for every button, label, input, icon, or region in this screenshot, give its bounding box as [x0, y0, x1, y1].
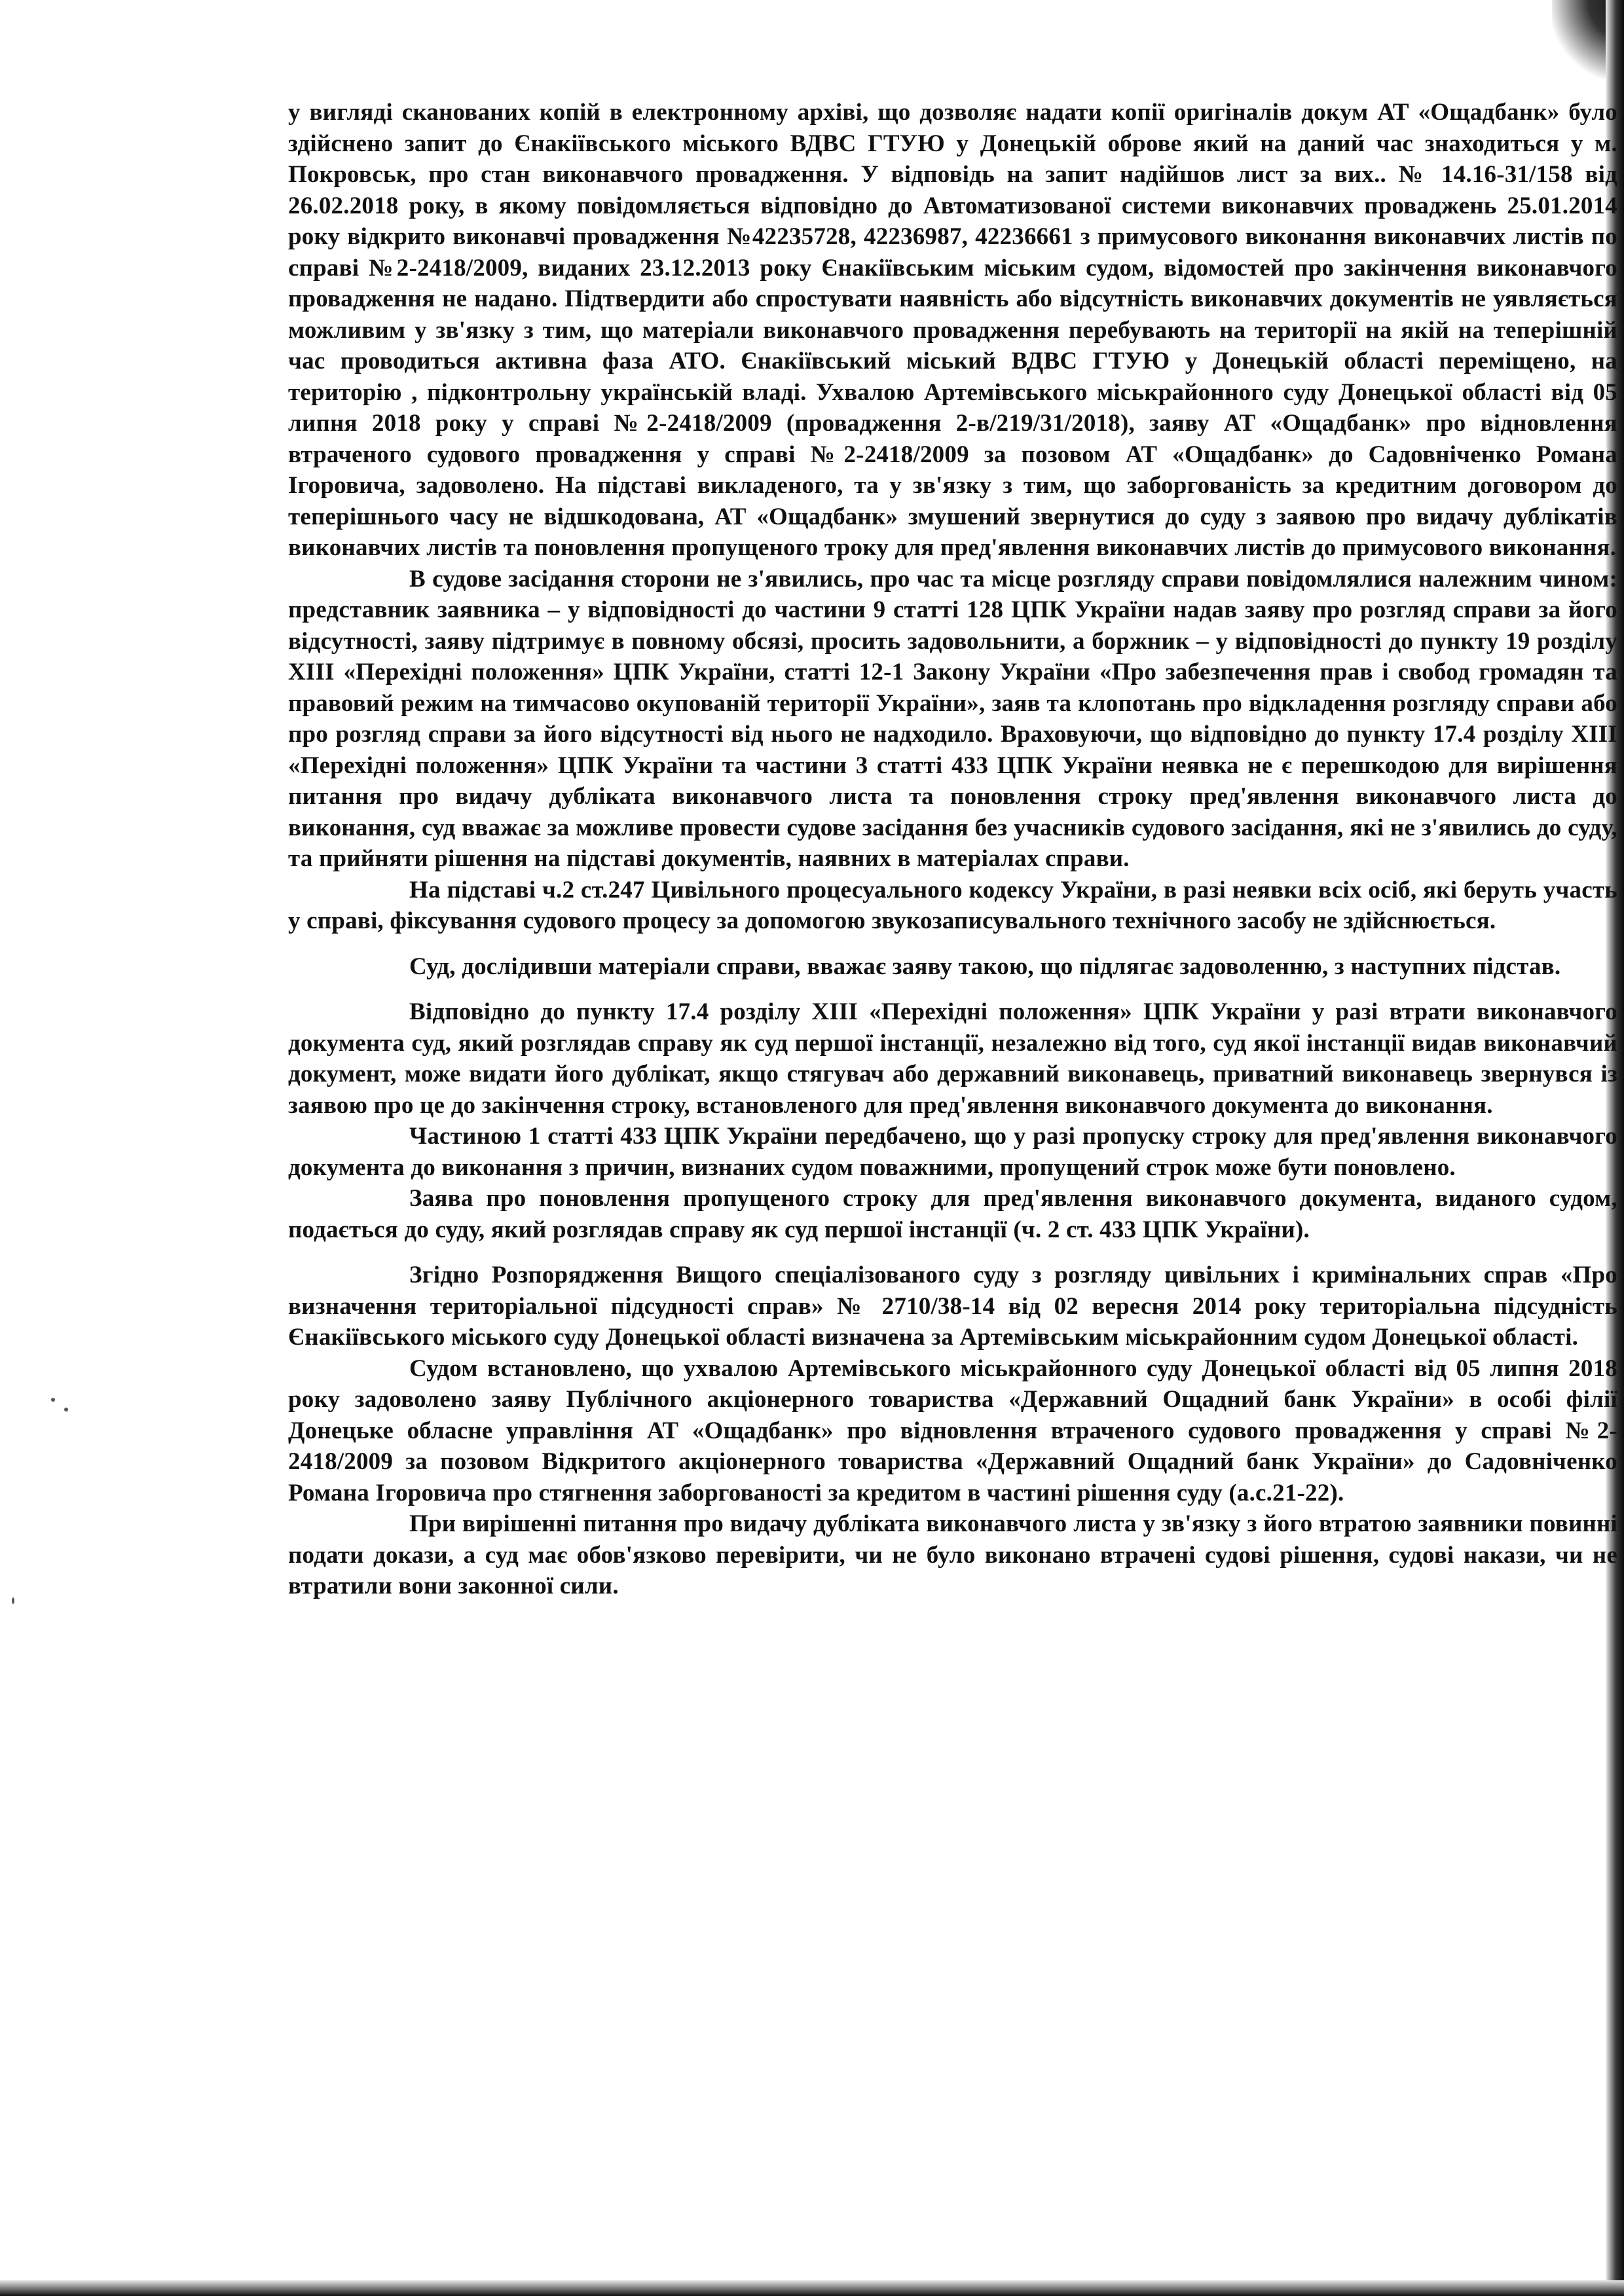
document-paragraph: у вигляді сканованих копій в електронному архіві, що дозволяє надати копії оригіналів докум АТ «Ощадбанк» було здійснено запит до Єнакіївського міського ВДВС ГТУЮ у Донецькій оброве який на даний час знаходиться у м. Покровськ, про стан виконавчого провадження. У відповідь на запит надійшов лист за вих.. № 14.16-31/158 від 26.02.2018 року, в якому повідомляється відповідно до Автоматизованої системи виконавчих проваджень 25.01.2014 року відкрито виконавчі провадження №42235728, 42236987, 42236661 з примусового виконання виконавчих листів по справі №2-2418/2009, виданих 23.12.2013 року Єнакіївським міським судом, відомостей про закінчення виконавчого провадження не надано. Підтвердити або спростувати наявність або відсутність виконавчих документів не уявляється можливим у зв'язку з тим, що матеріали виконавчого провадження перебувають на території на якій на теперішній час проводиться активна фаза АТО. Єнакіївський міський ВДВС ГТУЮ у Донецькій області переміщено, на територію , підконтрольну українській владі. Ухвалою Артемівського міськрайонного суду Донецької області від 05 липня 2018 року у справі №2-2418/2009 (провадження 2-в/219/31/2018), заяву АТ «Ощадбанк» про відновлення втраченого судового провадження у справі №2-2418/2009 за позовом АТ «Ощадбанк» до Садовніченко Романа Ігоровича, задоволено. На підставі викладеного, та у зв'язку з тим, що заборгованість за кредитним договором до теперішнього часу не відшкодована, АТ «Ощадбанк» змушений звернутися до суду з заявою про видачу дублікатів виконавчих листів та поновлення пропущеного троку для пред'явлення виконавчих листів до примусового виконання.	[288, 99, 1617, 561]
document-paragraph: Судом встановлено, що ухвалою Артемівського міськрайонного суду Донецької області від 05 липня 2018 року задоволено заяву Публічного акціонерного товариства «Державний Ощадний банк України» в особі філії Донецьке обласне управління АТ «Ощадбанк» про відновлення втраченого судового провадження у справі №2-2418/2009 за позовом Відкритого акціонерного товариства «Державний Ощадний банк України» до Садовніченко Романа Ігоровича про стягнення заборгованості за кредитом в частині рішення суду (а.с.21-22).	[288, 1355, 1617, 1506]
document-paragraph: Заява про поновлення пропущеного строку для пред'явлення виконавчого документа, виданого судом, подається до суду, який розглядав справу як суд першої інстанції (ч. 2 ст. 433 ЦПК України).	[288, 1185, 1617, 1243]
document-paragraph: При вирішенні питання про видачу дубліката виконавчого листа у зв'язку з його втратою заявники повинні подати докази, а суд має обов'язково перевірити, чи не було виконано втрачені судові рішення, судові накази, чи не втратили вони законної сили.	[288, 1510, 1617, 1599]
document-paragraph: Суд, дослідивши матеріали справи, вважає заяву такою, що підлягає задоволенню, з наступних підстав.	[409, 953, 1561, 980]
document-paragraph: В судове засідання сторони не з'явились, про час та місце розгляду справи повідомлялися належним чином: представник заявника – у відповідності до частини 9 статті 128 ЦПК України надав заяву про розгляд справи за його відсутності, заяву підтримує в повному обсязі, просить задовольнити, а боржник – у відповідності до пункту 19 розділу XIII «Перехідні положення» ЦПК України, статті 12-1 Закону України «Про забезпечення прав і свобод громадян та правовий режим на тимчасово окупованій території України», заяв та клопотань про відкладення розгляду справи або про розгляд справи за його відсутності від нього не надходило. Враховуючи, що відповідно до пункту 17.4 розділу XIII «Перехідні положення» ЦПК України та частини 3 статті 433 ЦПК України неявка не є перешкодою для вирішення питання про видачу дубліката виконавчого листа та поновлення строку пред'явлення виконавчого листа до виконання, суд вважає за можливе провести судове засідання без учасників судового засідання, які не з'явились до суду, та прийняти рішення на підставі документів, наявних в матеріалах справи.	[288, 565, 1617, 872]
scan-speck	[12, 1597, 14, 1604]
scan-speck	[51, 1398, 55, 1402]
document-paragraph: На підставі ч.2 ст.247 Цивільного процесуального кодексу України, в разі неявки всіх осіб, які беруть участь у справі, фіксування судового процесу за допомогою звукозаписувального технічного засобу не здійснюється.	[288, 876, 1617, 934]
document-paragraph: Згідно Розпорядження Вищого спеціалізованого суду з розгляду цивільних і кримінальних справ «Про визначення територіальної підсудності справ» № 2710/38-14 від 02 вересня 2014 року територіальна підсудність Єнакіївського міського суду Донецької області визначена за Артемівським міськрайонним судом Донецької області.	[288, 1262, 1617, 1351]
scan-shadow-bottom-edge	[0, 2280, 1624, 2296]
document-body	[288, 97, 1617, 1602]
scan-speck	[64, 1408, 68, 1412]
document-paragraph: Частиною 1 статті 433 ЦПК України передбачено, що у разі пропуску строку для пред'явлення виконавчого документа до виконання з причин, визнаних судом поважними, пропущений строк може бути поновлено.	[288, 1123, 1617, 1181]
document-paragraph: Відповідно до пункту 17.4 розділу XIII «Перехідні положення» ЦПК України у разі втрати виконавчого документа суд, який розглядав справу як суд першої інстанції, незалежно від того, суд якої інстанції видав виконавчий документ, може видати його дублікат, якщо стягувач або державний виконавець, приватний виконавець звернувся із заявою про це до закінчення строку, встановленого для пред'явлення виконавчого документа до виконання.	[288, 998, 1617, 1119]
